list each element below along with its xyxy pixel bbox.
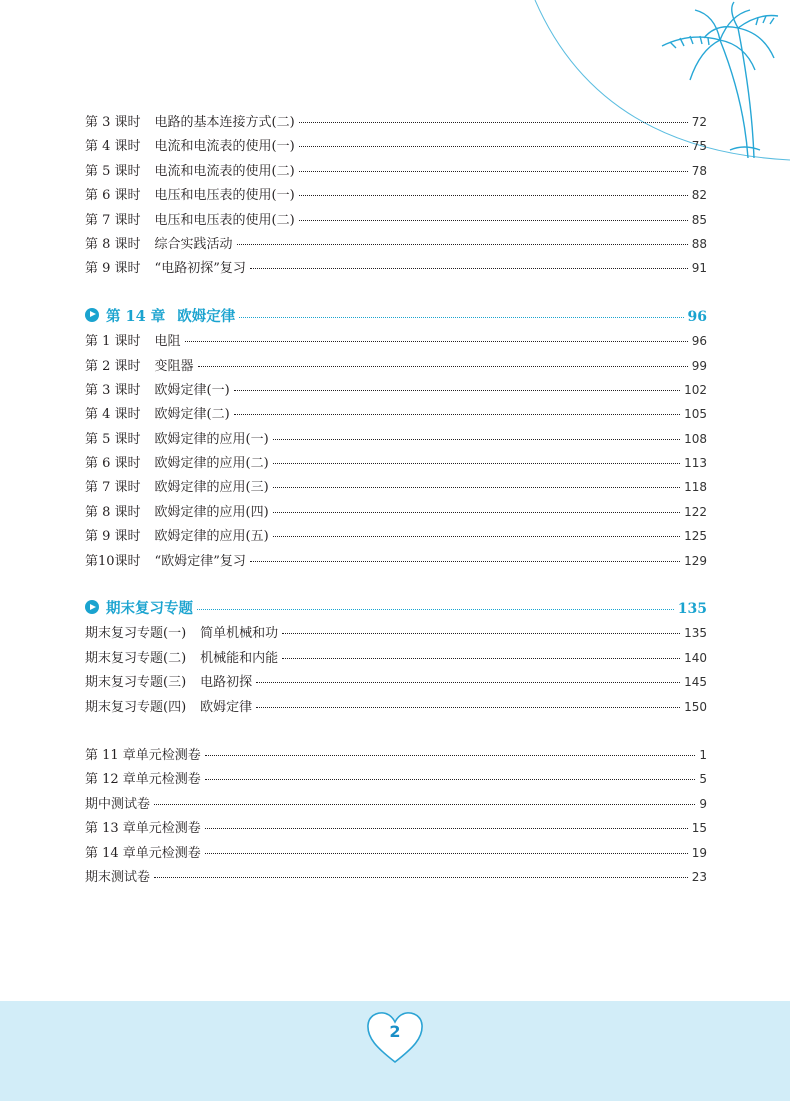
dot-leader [234,414,680,415]
entry-page: 1 [699,747,707,762]
toc-entry[interactable] [85,646,707,670]
entry-title: 欧姆定律的应用(四) [154,504,269,520]
toc-entry[interactable] [85,256,707,280]
entry-page: 150 [684,699,707,714]
dot-leader [256,682,680,683]
toc-entry[interactable] [85,816,707,840]
entry-title: 欧姆定律的应用(五) [154,529,269,545]
dot-leader [234,390,680,391]
entry-title: 电阻 [154,334,181,350]
entry-label: 第 4 课时 [85,407,141,423]
toc-entry[interactable] [85,329,707,353]
entry-page: 91 [691,261,707,276]
entry-page: 5 [699,772,707,787]
dot-leader [282,633,680,634]
dot-leader [185,341,688,342]
entry-label: 第 9 课时 [85,529,141,545]
entry-title: 电流和电流表的使用(一) [154,139,295,155]
toc-entry[interactable] [85,232,707,256]
entry-title: “电路初探”复习 [154,261,246,277]
toc-group-tests [85,743,707,889]
entry-title: 变阻器 [154,358,194,374]
entry-label: 第 6 课时 [85,188,141,204]
review-page: 135 [677,601,707,618]
entry-page: 135 [684,626,707,641]
toc-entry[interactable] [85,402,707,426]
dot-leader [282,658,680,659]
entry-label: 第 8 课时 [85,236,141,252]
entry-page: 108 [684,431,707,446]
entry-label: 第 7 课时 [85,212,141,228]
entry-page: 88 [691,236,707,251]
entry-title: 欧姆定律的应用(三) [154,480,269,496]
entry-title: 简单机械和功 [200,626,279,642]
entry-title: 电压和电压表的使用(二) [154,212,295,228]
toc-entry[interactable] [85,451,707,475]
entry-page: 96 [691,334,707,349]
entry-title: 第 11 章单元检测卷 [85,747,201,763]
dot-leader [273,487,680,488]
dot-leader [299,171,688,172]
toc-entry[interactable] [85,354,707,378]
chapter-label: 第 14 章 [106,307,166,325]
entry-title: 电流和电流表的使用(二) [154,163,295,179]
entry-label: 第 7 课时 [85,480,141,496]
entry-label: 第 9 课时 [85,261,141,277]
dot-leader [256,707,680,708]
toc-group-chapter13 [85,110,707,281]
entry-title: 机械能和内能 [200,650,279,666]
entry-page: 75 [691,139,707,154]
dot-leader [273,536,680,537]
entry-label: 期末复习专题(二) [85,650,187,666]
entry-page: 19 [691,845,707,860]
entry-label: 第 4 课时 [85,139,141,155]
entry-title: 第 13 章单元检测卷 [85,821,201,837]
dot-leader [273,512,680,513]
dot-leader [273,439,680,440]
entry-title: “欧姆定律”复习 [154,553,246,569]
dot-leader [250,561,680,562]
toc-entry[interactable] [85,427,707,451]
play-circle-icon [85,600,99,614]
entry-title: 欧姆定律(二) [154,407,230,423]
entry-title: 欧姆定律的应用(二) [154,456,269,472]
toc-entry[interactable] [85,208,707,232]
toc-entry[interactable] [85,767,707,791]
toc-entry[interactable] [85,743,707,767]
dot-leader [273,463,680,464]
entry-label: 第 1 课时 [85,334,141,350]
dot-leader [299,220,688,221]
toc-entry[interactable] [85,110,707,134]
toc-group-chapter14 [85,329,707,573]
dot-leader [154,804,695,805]
entry-page: 113 [684,456,707,471]
toc-entry[interactable] [85,549,707,573]
toc-entry[interactable] [85,792,707,816]
toc-entry[interactable] [85,524,707,548]
entry-title: 欧姆定律 [200,699,253,715]
entry-page: 129 [684,553,707,568]
toc-entry[interactable] [85,841,707,865]
entry-page: 72 [691,115,707,129]
dot-leader [299,195,688,196]
dot-leader [154,877,688,878]
entry-page: 145 [684,675,707,690]
chapter-title: 欧姆定律 [177,307,236,325]
dot-leader [299,122,688,123]
entry-page: 102 [684,382,707,397]
dot-leader [250,268,688,269]
entry-page: 9 [699,796,707,811]
entry-page: 105 [684,407,707,422]
toc-entry[interactable] [85,378,707,402]
entry-page: 140 [684,650,707,665]
entry-page: 122 [684,504,707,519]
review-section-entry[interactable] [85,597,707,621]
entry-label: 期末复习专题(四) [85,699,187,715]
entry-title: 电路初探 [200,675,253,691]
entry-label: 第 2 课时 [85,358,141,374]
entry-label: 第 3 课时 [85,382,141,398]
chapter-page: 96 [687,308,707,325]
dot-leader [205,828,688,829]
entry-label: 第 3 课时 [85,115,141,130]
entry-label: 第 8 课时 [85,504,141,520]
toc-entry[interactable] [85,500,707,524]
entry-page: 85 [691,212,707,227]
dot-leader [197,609,674,610]
toc-entry[interactable] [85,621,707,645]
entry-title: 期末测试卷 [85,869,151,885]
dot-leader [205,755,696,756]
entry-page: 82 [691,188,707,203]
entry-title: 欧姆定律(一) [154,382,230,398]
chapter-14-entry[interactable] [85,305,707,329]
entry-label: 第10课时 [85,553,141,569]
review-title: 期末复习专题 [106,600,193,618]
toc-entry[interactable] [85,865,707,889]
toc-entry[interactable] [85,695,707,719]
dot-leader [237,244,688,245]
entry-title: 欧姆定律的应用(一) [154,431,269,447]
toc-entry[interactable] [85,475,707,499]
table-of-contents [85,110,707,889]
toc-entry[interactable] [85,670,707,694]
play-circle-icon [85,308,99,322]
entry-page: 23 [691,869,707,884]
entry-label: 第 5 课时 [85,163,141,179]
entry-page: 15 [691,821,707,836]
entry-page: 125 [684,529,707,544]
page-number: 2 [389,1022,401,1041]
entry-title: 第 12 章单元检测卷 [85,772,201,788]
entry-title: 电压和电压表的使用(一) [154,188,295,204]
dot-leader [239,317,683,318]
toc-group-review [85,621,707,719]
entry-title: 期中测试卷 [85,796,151,812]
dot-leader [205,779,696,780]
entry-label: 期末复习专题(一) [85,626,187,642]
entry-page: 118 [684,480,707,495]
entry-label: 第 6 课时 [85,456,141,472]
toc-entry[interactable] [85,134,707,158]
toc-entry[interactable] [85,183,707,207]
entry-label: 第 5 课时 [85,431,141,447]
entry-label: 期末复习专题(三) [85,675,187,691]
entry-title: 综合实践活动 [154,236,233,252]
dot-leader [205,853,688,854]
dot-leader [299,146,688,147]
entry-title: 电路的基本连接方式(二) [154,115,295,130]
entry-page: 78 [691,163,707,178]
entry-page: 99 [691,358,707,373]
dot-leader [198,366,688,367]
entry-title: 第 14 章单元检测卷 [85,845,201,861]
toc-entry[interactable] [85,159,707,183]
